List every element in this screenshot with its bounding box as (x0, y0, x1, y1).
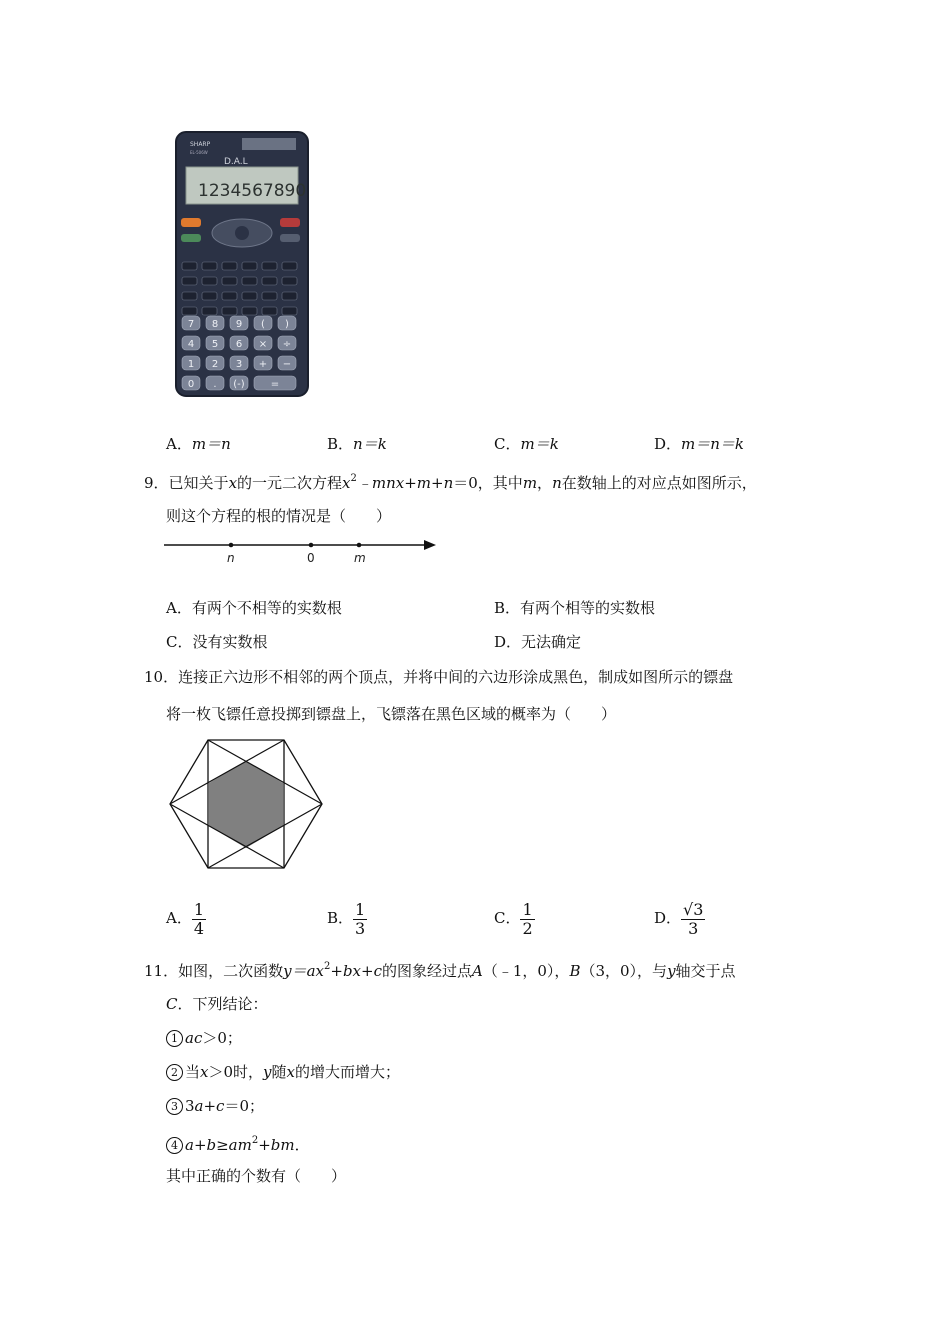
q8-option-d[interactable] (654, 434, 744, 454)
numerator: 1 (522, 899, 533, 919)
axis-arrow (424, 540, 436, 550)
circled-number: 2 (166, 1064, 183, 1081)
calculator-key-label: ) (285, 319, 289, 330)
var: x (342, 474, 351, 492)
calculator-function-key (222, 277, 237, 285)
shaded-hexagon (209, 761, 283, 848)
var: y (263, 1063, 272, 1081)
option-label: A． (166, 435, 192, 453)
calculator-function-key (282, 262, 297, 270)
q11-conclusion-3 (166, 1096, 264, 1116)
calculator-key-label: (-) (233, 379, 245, 390)
calculator-function-key (222, 262, 237, 270)
calculator-key-label: 4 (187, 339, 195, 350)
expr: ﹣mnx+m+n (356, 474, 454, 492)
text: 随 (271, 1063, 287, 1081)
denominator: 3 (681, 919, 705, 938)
exponent: 2 (350, 473, 357, 484)
calculator-function-key (202, 262, 217, 270)
calculator-function-key (202, 307, 217, 315)
q8-option-a[interactable] (166, 434, 231, 454)
text: （3，0），与 (580, 962, 668, 980)
text: ．下列结论： (177, 995, 268, 1013)
calculator-key-label: 6 (235, 339, 243, 350)
expr: ac (185, 1029, 203, 1047)
calculator-series: D.A.L (224, 157, 248, 167)
q11-conclusion-4 (166, 1131, 310, 1155)
q10-option-a[interactable] (166, 898, 206, 938)
text: 已知关于 (168, 474, 229, 492)
calculator-key-label: + (258, 359, 268, 370)
calculator-key-label: ÷ (282, 339, 292, 350)
calculator-function-key (262, 307, 277, 315)
option-label: D． (494, 633, 522, 651)
calculator-function-key (282, 277, 297, 285)
option-expr: n＝k (353, 435, 387, 453)
calculator-key-label: − (282, 359, 292, 370)
q9-option-b[interactable] (494, 598, 655, 618)
text: 连接正六边形不相邻的两个顶点，并将中间的六边形涂成黑色，制成如图所示的镖盘 (178, 668, 734, 686)
calculator-key-label: × (258, 339, 268, 350)
q9-option-c[interactable] (166, 632, 268, 652)
option-expr: m＝n＝k (681, 435, 745, 453)
option-expr: m＝k (520, 435, 559, 453)
point-m (357, 543, 362, 548)
var: x (200, 1063, 209, 1081)
question-number: 10． (144, 668, 179, 686)
circled-number: 3 (166, 1098, 183, 1115)
q10-line2: 将一枚飞镖任意投掷到镖盘上，飞镖落在黑色区域的概率为（ ） (166, 705, 617, 723)
fraction (192, 901, 206, 938)
q10-option-d[interactable] (654, 898, 705, 938)
calculator-key-label: 9 (235, 319, 243, 330)
fraction (520, 901, 534, 938)
calculator-function-key (282, 307, 297, 315)
q9-option-d[interactable] (494, 632, 581, 652)
q11-final: 其中正确的个数有（ ） (166, 1167, 347, 1185)
text: ＞0时， (208, 1063, 264, 1081)
circled-number: 1 (166, 1030, 183, 1047)
calculator-function-key (262, 292, 277, 300)
calculator-function-key (182, 292, 197, 300)
calculator-key-label: 0 (187, 379, 195, 390)
hexagon-dartboard-figure (166, 736, 326, 872)
denominator: 2 (522, 918, 533, 938)
calculator-brand: SHARP (190, 141, 211, 148)
calculator-key-label: 8 (211, 319, 219, 330)
calculator-function-key (282, 292, 297, 300)
option-text: 无法确定 (521, 633, 582, 651)
q8-option-b[interactable] (327, 434, 387, 454)
q11-line1 (144, 957, 736, 981)
option-label: A． (166, 909, 192, 927)
option-label: C． (494, 435, 521, 453)
var: x (286, 1063, 295, 1081)
text: ＞0； (202, 1029, 242, 1047)
var: x (228, 474, 238, 492)
fraction (681, 901, 705, 938)
calculator-function-key (262, 262, 277, 270)
text: 轴交于点 (675, 962, 736, 980)
calculator-function-key (182, 277, 197, 285)
calculator-function-key (262, 277, 277, 285)
text: 当 (185, 1063, 201, 1081)
expr: +bx+c (330, 962, 382, 980)
text: ＝0，其中 (453, 474, 523, 492)
text: ． (294, 1136, 310, 1154)
expr: a+c (194, 1097, 225, 1115)
calculator-model: EL-506W (190, 150, 208, 155)
text: 的一元二次方程 (237, 474, 343, 492)
label-n: n (227, 551, 235, 565)
option-label: B． (494, 599, 521, 617)
q9-line1 (144, 469, 757, 493)
denominator: 4 (193, 918, 205, 938)
q10-option-b[interactable] (327, 898, 367, 938)
expr: a+b≥am (185, 1136, 252, 1154)
var: n (552, 474, 562, 492)
label-m: m (354, 551, 366, 565)
numerator: 1 (193, 899, 205, 919)
expr: y＝ax (283, 962, 324, 980)
number-line-figure (162, 534, 442, 570)
option-text: 有两个相等的实数根 (520, 599, 656, 617)
circled-number: 4 (166, 1137, 183, 1154)
text: 的图象经过点 (381, 962, 472, 980)
calculator-function-key (222, 307, 237, 315)
option-label: B． (327, 909, 354, 927)
var: B (569, 962, 581, 980)
q11-conclusion-1 (166, 1028, 242, 1048)
var: y (667, 962, 676, 980)
option-label: A． (166, 599, 192, 617)
text: 3 (185, 1097, 195, 1115)
calculator-function-key (182, 262, 197, 270)
exponent: 2 (324, 961, 331, 972)
option-text: 没有实数根 (192, 633, 268, 651)
calculator-key-label: . (213, 379, 217, 390)
calculator-key-label: 2 (211, 359, 219, 370)
text: ＝0； (224, 1097, 265, 1115)
calculator-key-label: = (270, 379, 280, 390)
calculator-key-label: 1 (187, 359, 195, 370)
calculator-function-key (242, 277, 257, 285)
q10-option-c[interactable] (494, 898, 535, 938)
calculator-display: 1234567890 (198, 181, 307, 201)
text: 如图，二次函数 (178, 962, 284, 980)
question-number: 9． (144, 474, 169, 492)
denominator: 3 (355, 918, 366, 938)
q9-line2: 则这个方程的根的情况是（ ） (166, 507, 392, 525)
text: 的增大而增大； (295, 1063, 401, 1081)
q8-option-c[interactable] (494, 434, 559, 454)
option-label: D． (654, 435, 682, 453)
label-zero: 0 (307, 551, 315, 565)
calculator-key-label: 5 (211, 339, 219, 350)
option-text: 有两个不相等的实数根 (191, 599, 342, 617)
option-label: D． (654, 909, 682, 927)
calculator-key-label: 7 (187, 319, 195, 330)
point-n (229, 543, 234, 548)
var: A (472, 962, 483, 980)
expr: +bm (258, 1136, 295, 1154)
text: 在数轴上的对应点如图所示， (561, 474, 757, 492)
option-label: C． (166, 633, 193, 651)
point-zero (309, 543, 314, 548)
calculator-key-label: 3 (235, 359, 243, 370)
q9-option-a[interactable] (166, 598, 342, 618)
option-label: C． (494, 909, 521, 927)
calculator-key-label: ( (261, 319, 265, 330)
q11-line2 (166, 994, 268, 1014)
var: m (522, 474, 538, 492)
question-number: 11． (144, 962, 179, 980)
option-expr: m＝n (191, 435, 231, 453)
exponent: 2 (251, 1135, 259, 1146)
q11-conclusion-2 (166, 1062, 400, 1082)
calculator-function-key (242, 292, 257, 300)
fraction (353, 901, 367, 938)
numerator: √3 (683, 899, 704, 919)
option-label: B． (327, 435, 354, 453)
calculator-function-key (242, 307, 257, 315)
calculator-function-key (242, 262, 257, 270)
text: ， (537, 474, 553, 492)
calculator-function-key (182, 307, 197, 315)
var: C (166, 995, 178, 1013)
calculator-function-key (202, 277, 217, 285)
calculator-image (172, 130, 312, 398)
numerator: 1 (355, 899, 366, 919)
q10-line1 (144, 667, 733, 687)
calculator-function-key (222, 292, 237, 300)
calculator-function-key (202, 292, 217, 300)
text: （﹣1，0）， (482, 962, 570, 980)
